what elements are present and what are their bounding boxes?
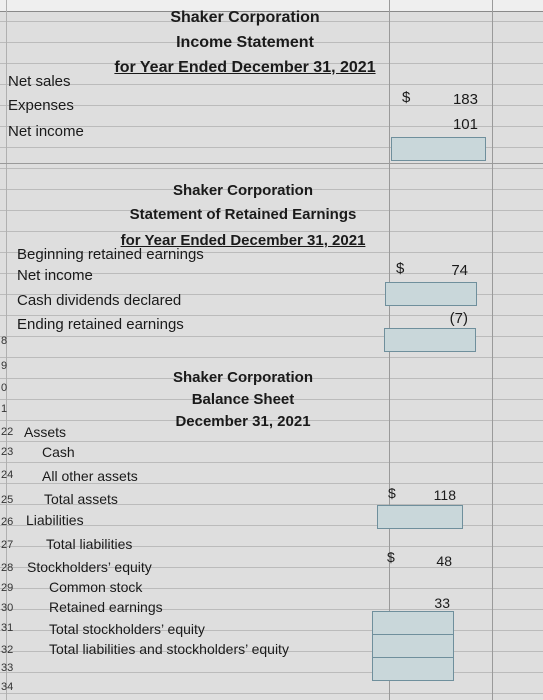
other-assets-label: All other assets — [42, 468, 138, 484]
total-liab-se-input[interactable] — [372, 657, 454, 681]
re-net-income-input[interactable] — [385, 282, 477, 306]
row-number: 30 — [1, 602, 14, 614]
income-title: Income Statement — [176, 34, 314, 51]
net-sales-label: Net sales — [8, 73, 71, 90]
total-se-label: Total stockholders’ equity — [49, 621, 205, 637]
net-sales-value: 183 — [452, 91, 478, 108]
row-number: 27 — [1, 539, 14, 551]
dividends-label: Cash dividends declared — [17, 292, 182, 309]
ending-re-label: Ending retained earnings — [17, 316, 184, 333]
liabilities-label: Liabilities — [26, 512, 84, 528]
row-number: 0 — [1, 382, 8, 394]
bs-retained-earnings-label: Retained earnings — [49, 599, 163, 615]
expenses-label: Expenses — [8, 97, 74, 114]
section-divider — [0, 163, 543, 164]
row-number: 9 — [1, 360, 8, 372]
total-liabilities-value: 48 — [436, 553, 452, 569]
income-period: for Year Ended December 31, 2021 — [114, 59, 376, 76]
common-stock-label: Common stock — [49, 579, 143, 595]
row-number: 24 — [1, 469, 14, 481]
row-number: 32 — [1, 644, 14, 656]
assets-label: Assets — [24, 424, 67, 440]
row-number: 8 — [1, 335, 8, 347]
re-title: Statement of Retained Earnings — [129, 206, 357, 223]
bs-company-name: Shaker Corporation — [172, 369, 314, 386]
bs-date: December 31, 2021 — [175, 413, 311, 430]
row-number: 23 — [1, 446, 14, 458]
total-liabilities-label: Total liabilities — [46, 536, 133, 552]
re-company-name: Shaker Corporation — [172, 182, 314, 199]
ending-re-input[interactable] — [384, 328, 476, 352]
net-income-label: Net income — [8, 123, 84, 140]
income-company-name: Shaker Corporation — [170, 9, 320, 26]
column-divider — [6, 0, 7, 700]
beginning-re-currency: $ — [396, 260, 405, 277]
re-period: for Year Ended December 31, 2021 — [120, 232, 366, 249]
row-number: 1 — [1, 403, 8, 415]
row-number: 22 — [1, 426, 14, 438]
net-sales-currency: $ — [402, 89, 411, 106]
dividends-value: (7) — [449, 310, 468, 327]
total-se-input[interactable] — [372, 634, 454, 658]
row-number: 25 — [1, 494, 14, 506]
row-number: 34 — [1, 681, 14, 693]
row-number: 26 — [1, 516, 14, 528]
cash-label: Cash — [42, 444, 75, 460]
beginning-re-label: Beginning retained earnings — [17, 246, 204, 263]
bs-title: Balance Sheet — [191, 391, 295, 408]
row-number: 33 — [1, 662, 14, 674]
common-stock-value: 33 — [434, 595, 450, 611]
other-assets-value: 118 — [433, 487, 456, 503]
total-liabilities-currency: $ — [387, 549, 395, 565]
total-liab-se-label: Total liabilities and stockholders’ equity — [49, 641, 289, 657]
total-assets-input[interactable] — [377, 505, 463, 529]
other-assets-currency: $ — [388, 485, 396, 501]
re-net-income-label: Net income — [17, 267, 93, 284]
row-number: 29 — [1, 582, 14, 594]
total-assets-label: Total assets — [44, 491, 118, 507]
row-number: 31 — [1, 622, 14, 634]
beginning-re-value: 74 — [451, 262, 468, 279]
bs-retained-earnings-input[interactable] — [372, 611, 454, 635]
stockholders-equity-label: Stockholders’ equity — [27, 559, 152, 575]
row-number: 28 — [1, 562, 14, 574]
expenses-value: 101 — [452, 116, 478, 133]
column-divider — [492, 0, 493, 700]
net-income-input[interactable] — [391, 137, 486, 161]
